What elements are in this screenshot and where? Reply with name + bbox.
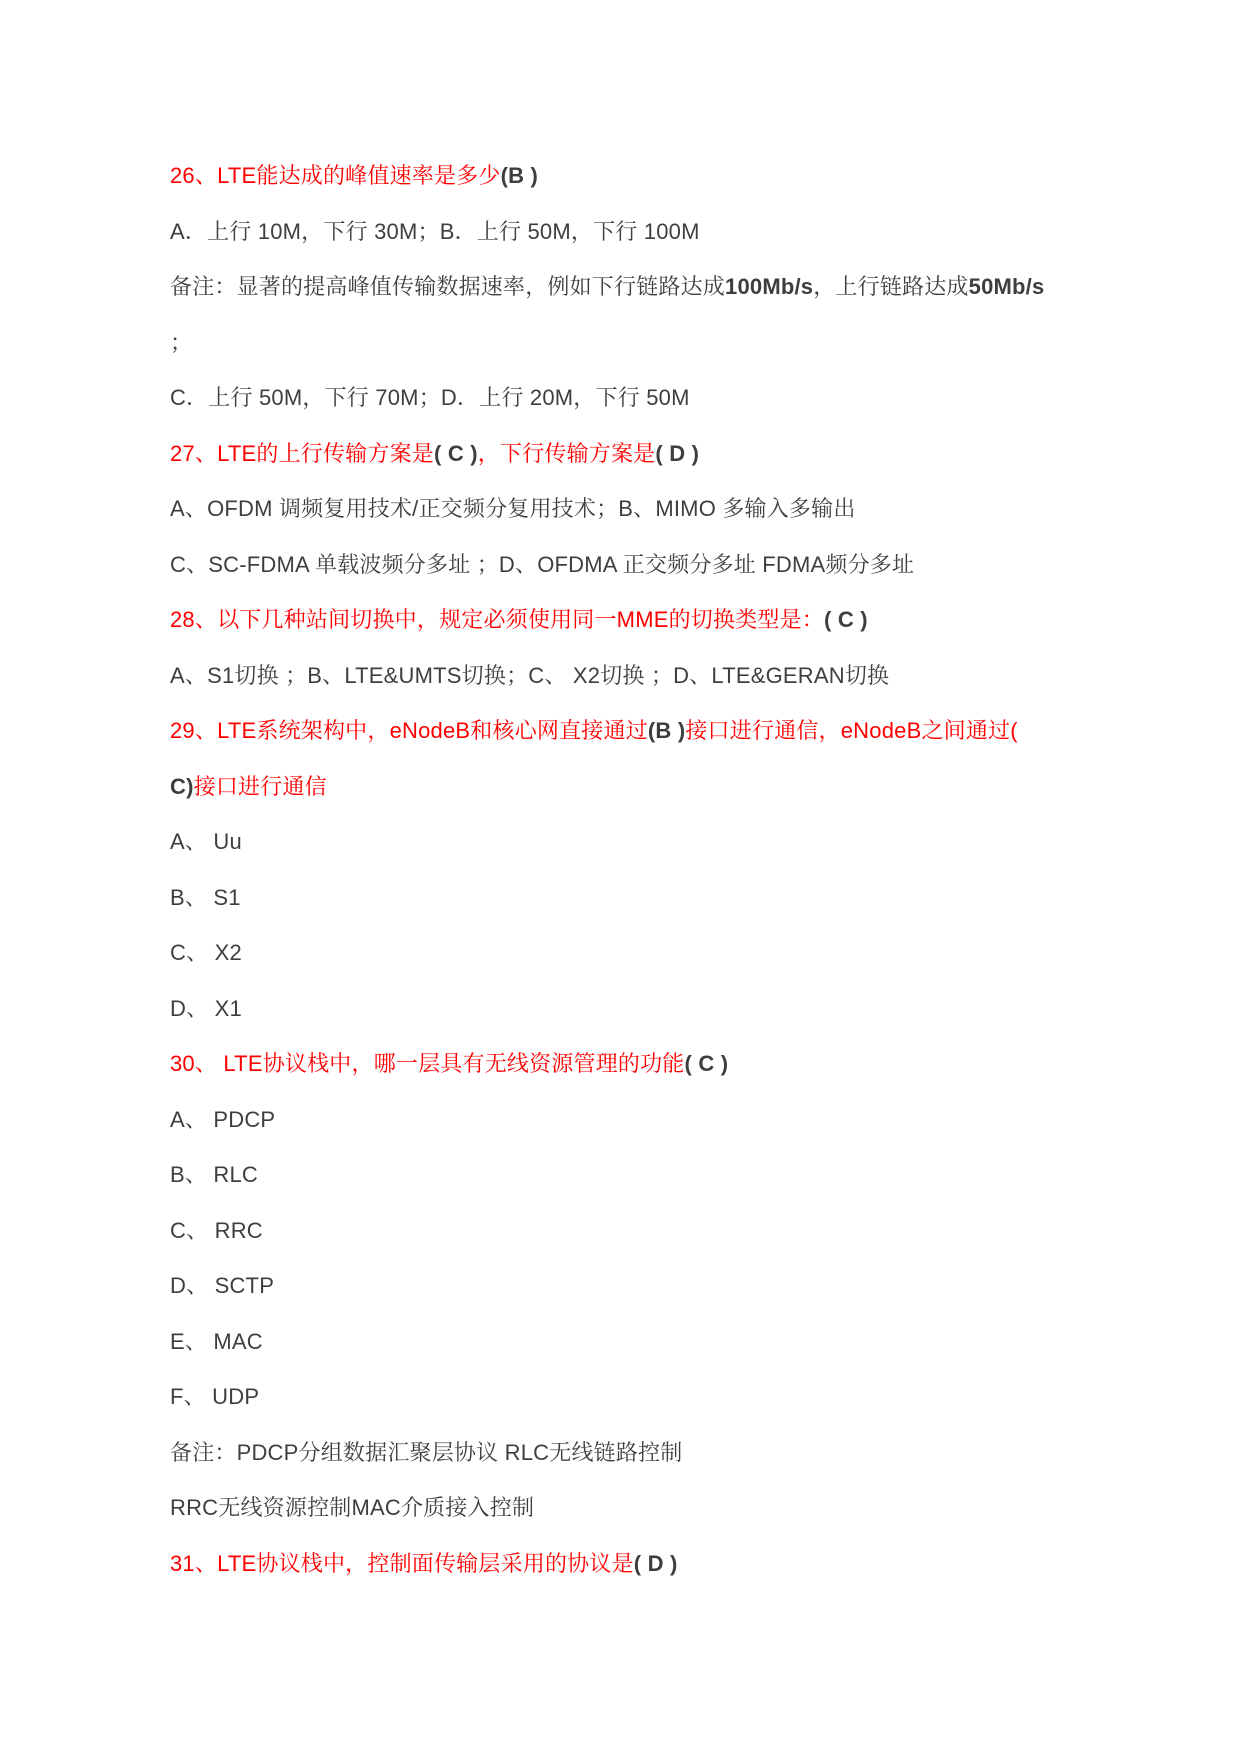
q28-heading-text-0: 28、以下几种站间切换中，规定必须使用同一MME的切换类型是： [170, 607, 824, 632]
q28-heading [170, 592, 1110, 648]
q26-heading-text-0: 26、LTE能达成的峰值速率是多少 [170, 163, 501, 188]
q26-options-cd-text-0: C．上行 50M，下行 70M；D．上行 20M，下行 50M [170, 385, 690, 410]
q31-heading-text-1: ( D ) [633, 1550, 678, 1576]
q29-heading-line2-text-0: C) [170, 773, 194, 799]
q27-heading-text-0: 27、LTE的上行传输方案是 [170, 440, 434, 466]
q27-heading [170, 426, 1110, 482]
q30-option-f [170, 1369, 1110, 1425]
q29-option-a-text-0: A、 Uu [170, 829, 242, 854]
q27-heading-text-2: ，下行传输方案是 [477, 440, 656, 466]
q26-note-line1-text-0: 备注：显著的提高峰值传输数据速率，例如下行链路达成 [170, 274, 726, 299]
q29-heading-line1 [170, 703, 1110, 759]
q26-note-line2-text-0: ； [170, 329, 193, 355]
q26-options-ab-text-0: A．上行 10M，下行 30M；B．上行 50M，下行 100M [170, 218, 700, 244]
q28-heading-text-1: ( C ) [824, 607, 868, 632]
q27-heading-text-3: ( D ) [655, 440, 700, 466]
q27-heading-text-1: ( C ) [434, 440, 478, 466]
q30-option-a [170, 1092, 1110, 1148]
q30-note-line1-text-0: 备注：PDCP分组数据汇聚层协议 RLC无线链路控制 [170, 1439, 683, 1465]
q29-heading-line1-text-0: 29、LTE系统架构中，eNodeB和核心网直接通过 [170, 718, 648, 743]
q29-option-b [170, 870, 1110, 926]
q29-heading-line1-text-2: 接口进行通信，eNodeB之间通过( [685, 718, 1018, 743]
q30-option-d-text-0: D、 SCTP [170, 1273, 275, 1298]
q30-note-line2 [170, 1480, 1110, 1536]
document-body [170, 148, 1110, 1591]
q29-option-d-text-0: D、 X1 [170, 995, 242, 1021]
q29-option-c [170, 925, 1110, 981]
q30-option-c-text-0: C、 RRC [170, 1217, 263, 1243]
q26-note-line1-text-2: ，上行链路达成 [813, 274, 969, 299]
q28-options [170, 648, 1110, 704]
q30-note-line2-text-0: RRC无线资源控制MAC介质接入控制 [170, 1495, 535, 1520]
q26-note-line1-text-3: 50Mb/s [968, 274, 1045, 299]
q27-options-ab-text-0: A、OFDM 调频复用技术/正交频分复用技术；B、MIMO 多输入多输出 [170, 496, 856, 521]
q26-options-ab [170, 204, 1110, 260]
q29-heading-line1-text-1: (B ) [647, 718, 686, 743]
q29-option-a [170, 814, 1110, 870]
q30-heading-text-0: 30、 LTE协议栈中，哪一层具有无线资源管理的功能 [170, 1051, 685, 1076]
q30-option-d [170, 1258, 1110, 1314]
q29-option-d [170, 981, 1110, 1037]
q28-options-text-0: A、S1切换 ；B、LTE&UMTS切换；C、 X2切换 ；D、LTE&GERAN切换 [170, 662, 890, 688]
q29-option-c-text-0: C、 X2 [170, 940, 242, 965]
q30-option-b-text-0: B、 RLC [170, 1162, 258, 1187]
q26-heading [170, 148, 1110, 204]
q30-heading [170, 1036, 1110, 1092]
q27-options-cd [170, 537, 1110, 593]
q29-heading-line2 [170, 759, 1110, 815]
q26-note-line2 [170, 315, 1110, 371]
q30-option-e [170, 1314, 1110, 1370]
q31-heading-text-0: 31、LTE协议栈中，控制面传输层采用的协议是 [170, 1550, 634, 1576]
q27-options-ab [170, 481, 1110, 537]
q30-option-c [170, 1203, 1110, 1259]
q30-option-a-text-0: A、 PDCP [170, 1106, 276, 1132]
q31-heading [170, 1536, 1110, 1592]
q29-option-b-text-0: B、 S1 [170, 884, 241, 910]
q30-heading-text-1: ( C ) [684, 1051, 729, 1076]
q30-option-e-text-0: E、 MAC [170, 1328, 263, 1354]
q30-option-f-text-0: F、 UDP [170, 1384, 260, 1409]
q26-note-line1-text-1: 100Mb/s [725, 274, 814, 299]
q26-options-cd [170, 370, 1110, 426]
q27-options-cd-text-0: C、SC-FDMA 单载波频分多址 ；D、OFDMA 正交频分多址 FDMA频分多址 [170, 551, 915, 577]
q29-heading-line2-text-1: 接口进行通信 [193, 773, 327, 799]
q26-note-line1 [170, 259, 1110, 315]
q30-option-b [170, 1147, 1110, 1203]
q26-heading-text-1: (B ) [500, 163, 539, 188]
q30-note-line1 [170, 1425, 1110, 1481]
